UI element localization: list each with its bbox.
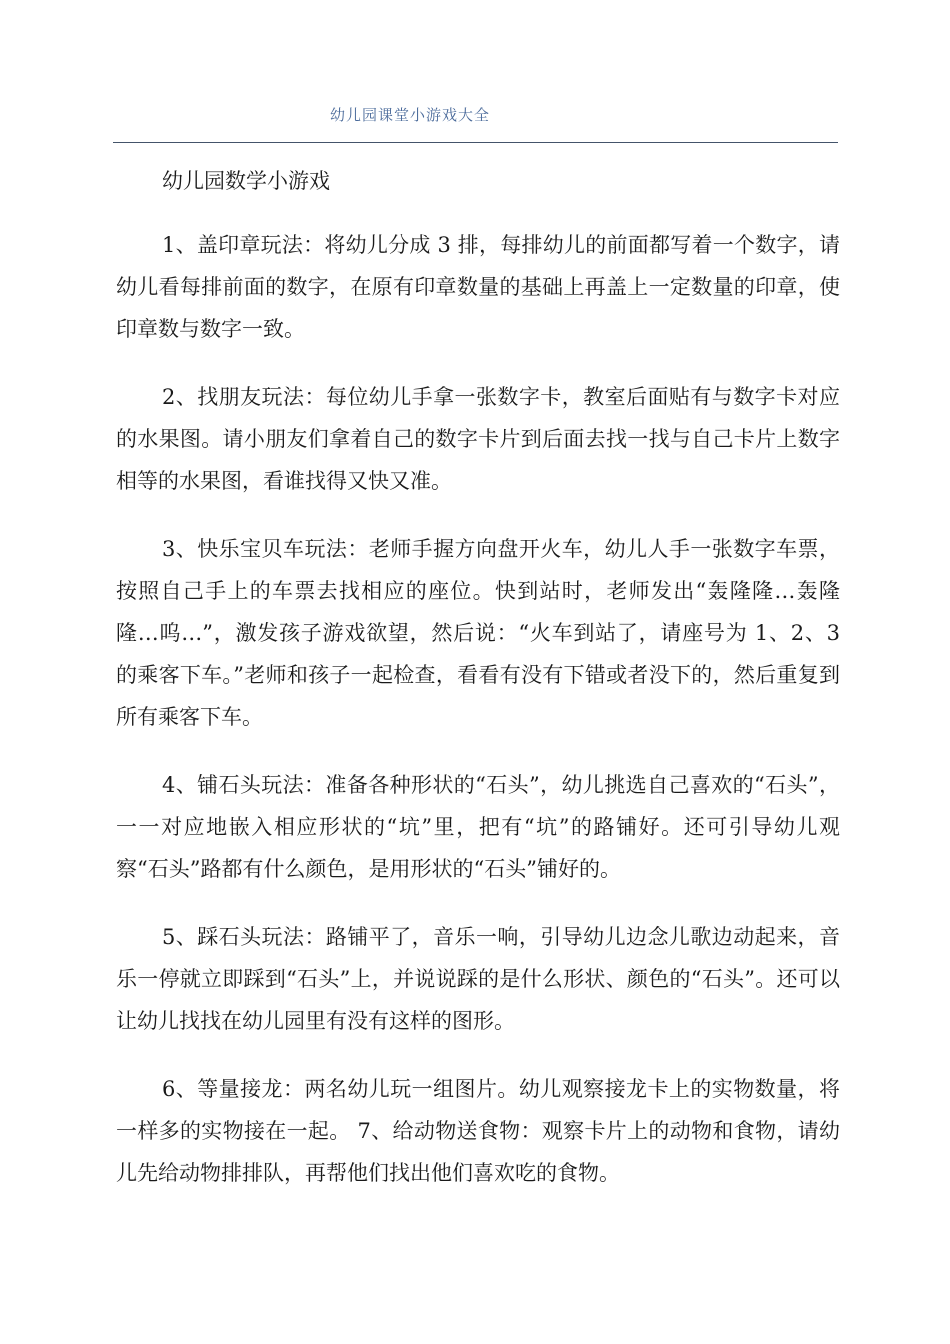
header-title: 幼儿园课堂小游戏大全 <box>330 106 491 124</box>
paragraph-stamp-game: 1、盖印章玩法：将幼儿分成 3 排，每排幼儿的前面都写着一个数字，请幼儿看每排前面的数字，在原有印章数量的基础上再盖上一定数量的印章，使印章数与数字一致。 <box>116 233 840 341</box>
paragraph-lay-stones-game: 4、铺石头玩法：准备各种形状的“石头”，幼儿挑选自己喜欢的“石头”，一一对应地嵌入相应形状的“坑”里，把有“坑”的路铺好。还可引导幼儿观察“石头”路都有什么颜色，是用形状的“石头”铺好的。 <box>116 773 840 881</box>
paragraph-find-friends-game: 2、找朋友玩法：每位幼儿手拿一张数字卡，教室后面贴有与数字卡对应的水果图。请小朋友们拿着自己的数字卡片到后面去找一找与自己卡片上数字相等的水果图，看谁找得又快又准。 <box>116 385 840 493</box>
page-header <box>0 0 950 145</box>
paragraph-step-stones-game: 5、踩石头玩法：路铺平了，音乐一响，引导幼儿边念儿歌边动起来，音乐一停就立即踩到“石头”上，并说说踩的是什么形状、颜色的“石头”。还可以让幼儿找找在幼儿园里有没有这样的图形。 <box>116 925 840 1033</box>
header-divider <box>113 142 838 143</box>
paragraph-train-game: 3、快乐宝贝车玩法：老师手握方向盘开火车，幼儿人手一张数字车票，按照自己手上的车票去找相应的座位。快到站时，老师发出“轰隆隆…轰隆隆…呜…”，激发孩子游戏欲望，然后说：“火车到站了，请座号为 1、2、3 的乘客下车。”老师和孩子一起检查，看看有没有下错或者没下的，然后重复到所有乘客下车。 <box>116 537 840 729</box>
document-body <box>116 160 840 1194</box>
document-title: 幼儿园数学小游戏 <box>162 169 330 193</box>
paragraph-matching-and-feeding-games: 6、等量接龙：两名幼儿玩一组图片。幼儿观察接龙卡上的实物数量，将一样多的实物接在一起。 7、给动物送食物：观察卡片上的动物和食物，请幼儿先给动物排排队，再帮他们找出他们喜欢吃的食物。 <box>116 1077 840 1185</box>
